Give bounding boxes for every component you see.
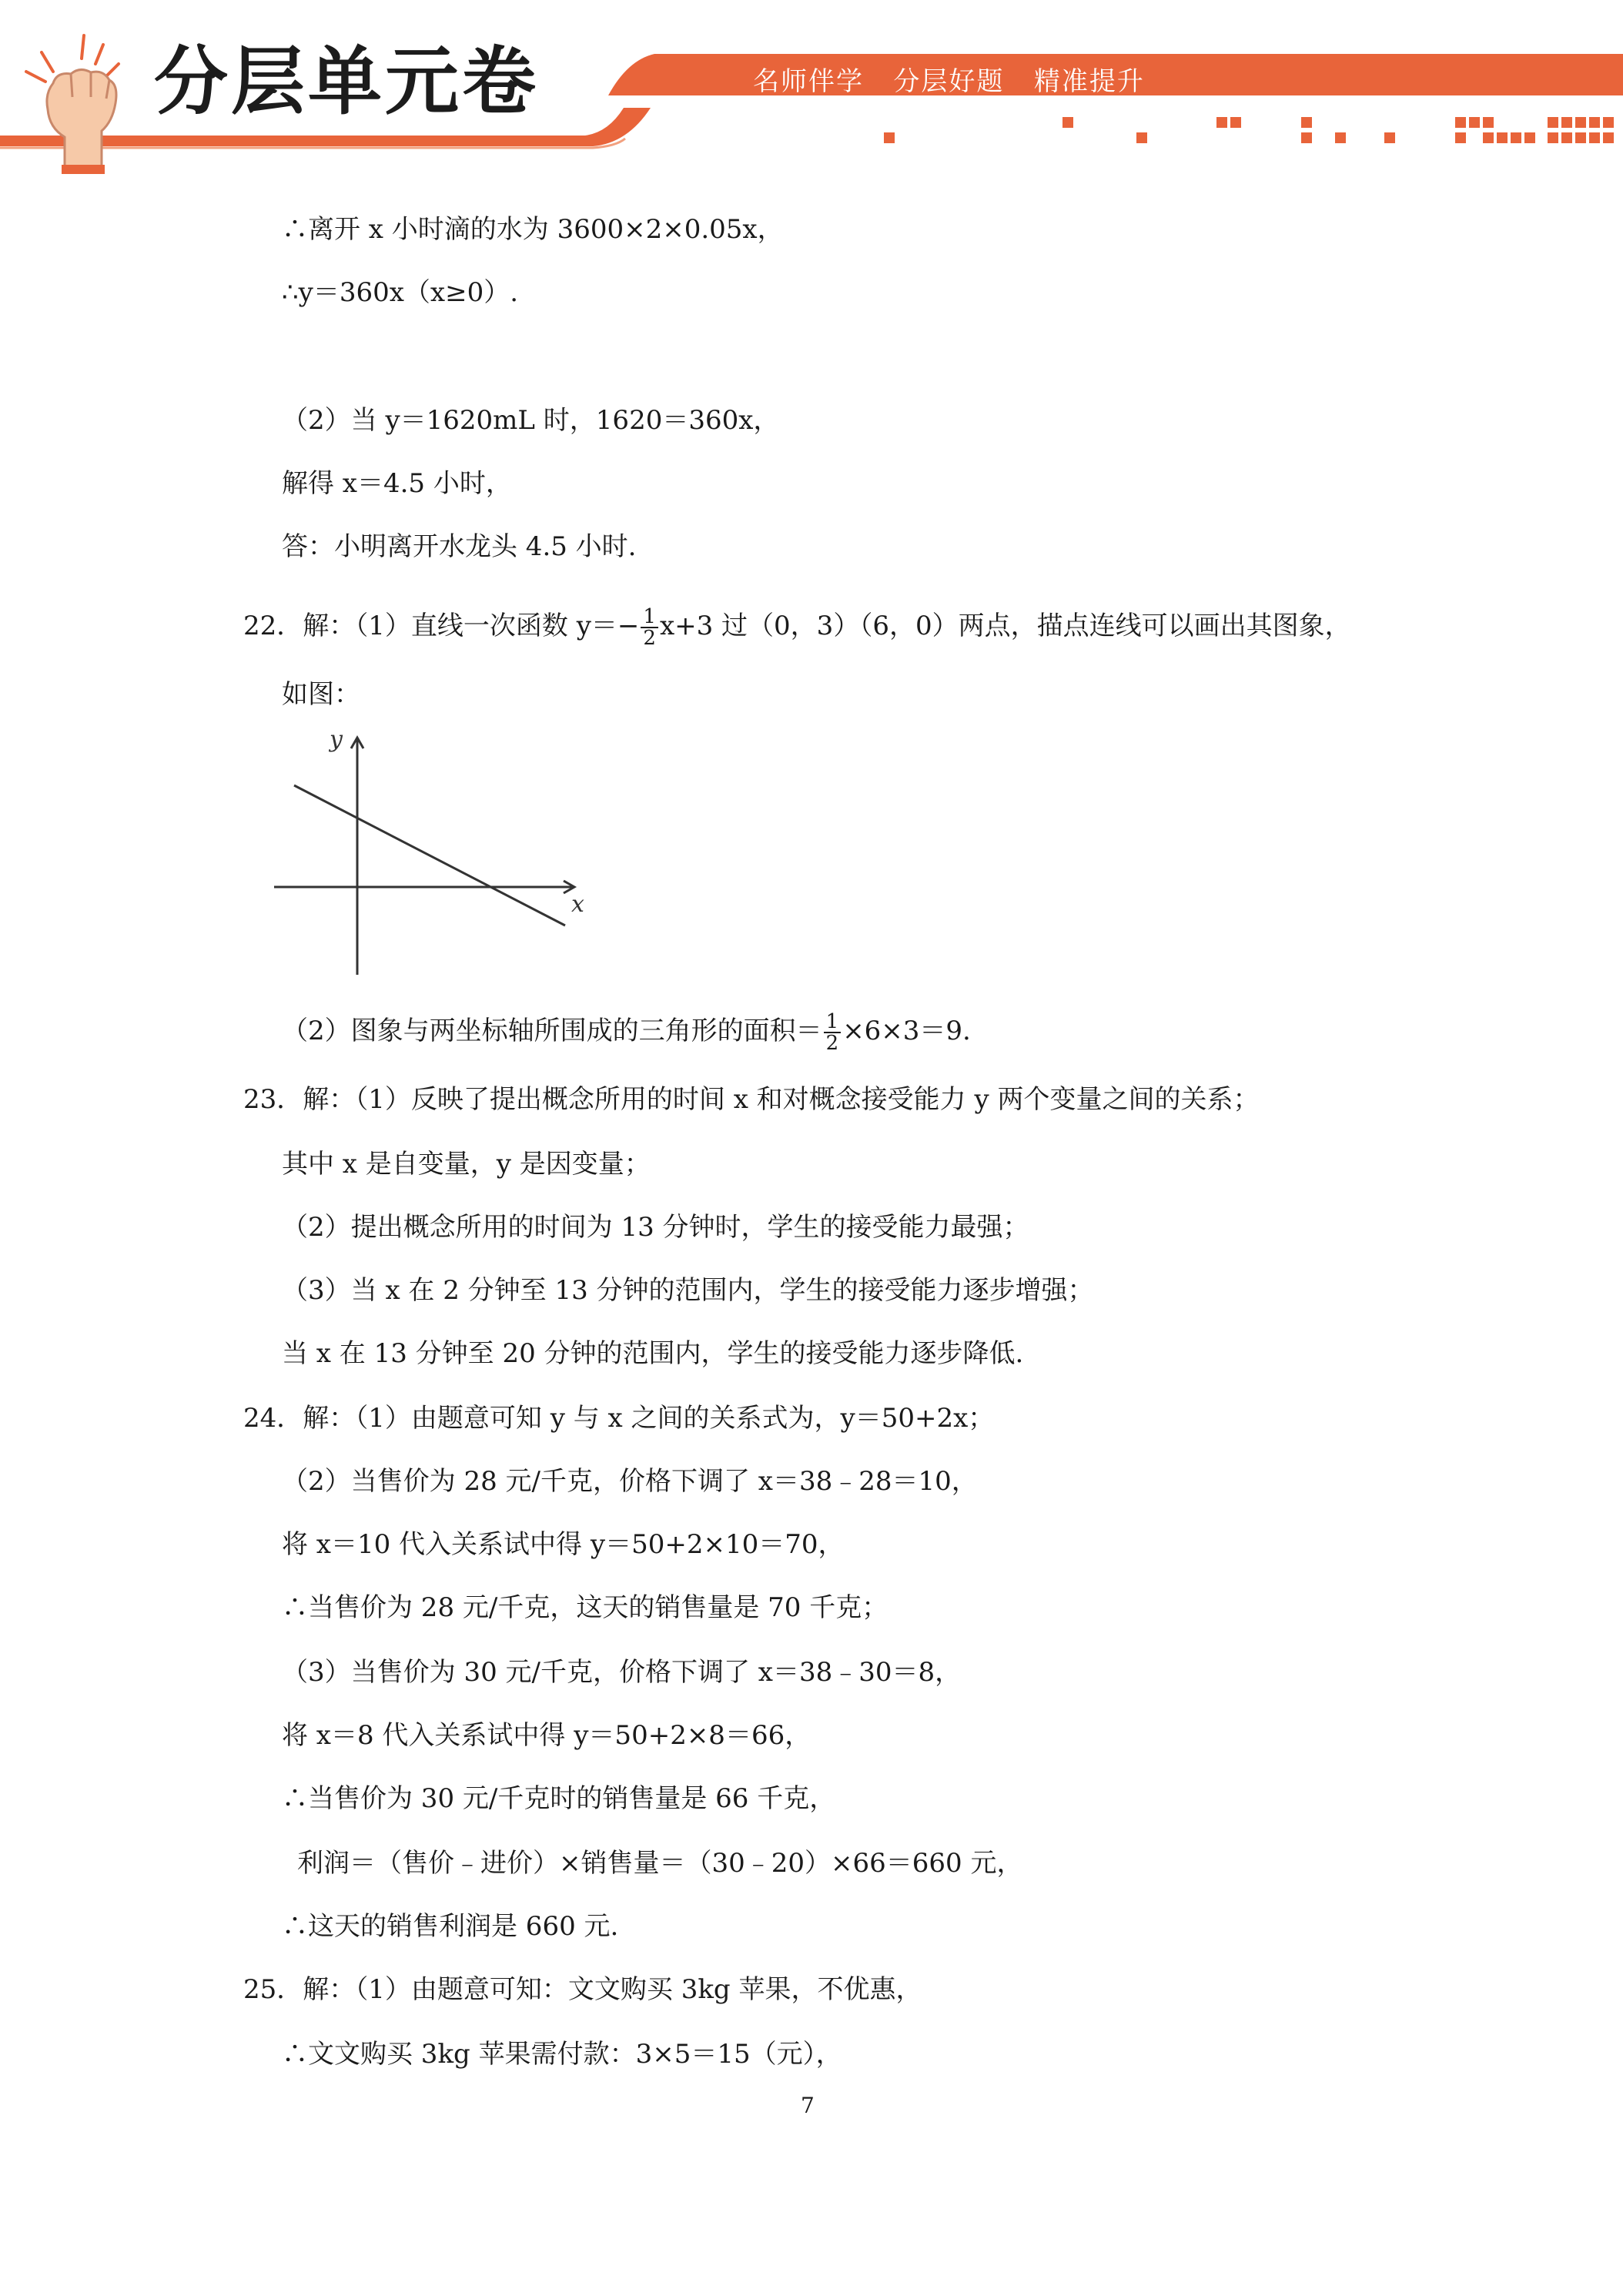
text-segment: ×6×3＝9. [842, 1016, 971, 1046]
linear-function-graph [274, 728, 605, 979]
text-line: 解得 x＝4.5 小时， [282, 468, 512, 499]
text-line: ∴y＝360x（x≥0）. [282, 277, 519, 308]
fist-logo-icon [11, 29, 142, 176]
text-line: （3）当售价为 30 元/千克，价格下调了 x＝38﹣30＝8， [282, 1657, 962, 1688]
text-line: ∴这天的销售利润是 660 元. [282, 1911, 619, 1942]
text-line-with-fraction [282, 1012, 971, 1053]
fraction [824, 1012, 842, 1053]
fraction [641, 607, 658, 648]
fraction-denominator: 2 [643, 627, 656, 650]
text-line: （3）当 x 在 2 分钟至 13 分钟的范围内，学生的接受能力逐步增强； [282, 1275, 1094, 1306]
function-line [294, 785, 565, 925]
text-line: 其中 x 是自变量，y 是因变量； [282, 1149, 651, 1180]
text-segment: x+3 过（0，3）（6，0）两点，描点连线可以画出其图象， [659, 611, 1351, 641]
fraction-denominator: 2 [825, 1032, 839, 1055]
text-line: （2）当 y＝1620mL 时，1620＝360x， [282, 405, 780, 436]
text-line: 将 x＝10 代入关系试中得 y＝50+2×10＝70， [282, 1529, 845, 1560]
x-axis-label: x [571, 891, 584, 918]
header-slogan: 名师伴学 分层好题 精准提升 [753, 66, 1145, 97]
text-line: 利润＝（售价﹣进价）×销售量＝（30﹣20）×66＝660 元， [297, 1848, 1023, 1879]
text-line: 当 x 在 13 分钟至 20 分钟的范围内，学生的接受能力逐步降低. [282, 1338, 1024, 1369]
page-number: 7 [801, 2093, 815, 2118]
text-line: ∴文文购买 3kg 苹果需付款：3×5＝15（元）， [282, 2039, 842, 2070]
text-line: （2）当售价为 28 元/千克，价格下调了 x＝38﹣28＝10， [282, 1466, 978, 1497]
fraction-numerator: 1 [824, 1012, 842, 1033]
text-segment: 22．解：（1）直线一次函数 y＝− [243, 611, 640, 641]
fraction-numerator: 1 [641, 607, 658, 628]
text-line: 23．解：（1）反映了提出概念所用的时间 x 和对概念接受能力 y 两个变量之间的关系； [243, 1084, 1260, 1115]
decorative-dots [884, 117, 1614, 143]
text-line: 25．解：（1）由题意可知：文文购买 3kg 苹果，不优惠， [243, 1974, 922, 2005]
text-line: ∴离开 x 小时滴的水为 3600×2×0.05x， [282, 214, 784, 245]
text-line: 24．解：（1）由题意可知 y 与 x 之间的关系式为，y＝50+2x； [243, 1403, 995, 1434]
y-axis-label: y [330, 728, 343, 753]
text-line: 将 x＝8 代入关系试中得 y＝50+2×8＝66， [282, 1720, 812, 1751]
text-line: 答：小明离开水龙头 4.5 小时. [282, 531, 637, 562]
text-line: 如图： [282, 679, 360, 710]
text-line: （2）提出概念所用的时间为 13 分钟时，学生的接受能力最强； [282, 1212, 1029, 1243]
page-header [0, 0, 1623, 177]
header-title: 分层单元卷 [154, 38, 539, 125]
text-segment: （2）图象与两坐标轴所围成的三角形的面积＝ [282, 1016, 822, 1046]
text-line: ∴当售价为 28 元/千克，这天的销售量是 70 千克； [282, 1592, 888, 1623]
text-line-with-fraction [243, 607, 1351, 648]
text-line: ∴当售价为 30 元/千克时的销售量是 66 千克， [282, 1783, 836, 1814]
